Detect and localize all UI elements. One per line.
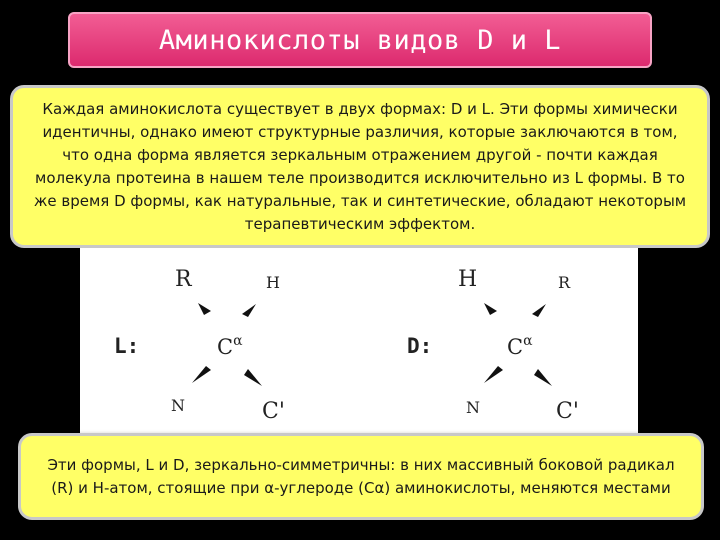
l-bond-top-right: [242, 304, 256, 317]
d-bond-bottom-right: [534, 369, 552, 386]
summary-text-box: [18, 433, 704, 520]
chirality-diagram-svg: [80, 248, 638, 438]
d-bottom-right-label: C': [556, 399, 579, 424]
l-bond-top-left: [198, 303, 211, 315]
l-bottom-right-label: C': [262, 399, 285, 424]
l-bond-bottom-right: [244, 369, 262, 386]
summary-text: Эти формы, L и D, зеркально-симметричны: в них массивный боковой радикал (R) и Н-атом, стоящие при α-углероде (Cα) аминокислоты, меняются местами: [47, 455, 675, 497]
intro-text: Каждая аминокислота существует в двух формах: D и L. Эти формы химически идентичны, однако имеют структурные различия, которые заключаются в том, что одна форма является зеркальным отражением другой - почти каждая молекула протеина в нашем теле производится исключительно из L формы. В то же время D формы, как натуральные, так и синтетические, обладают некоторым терапевтическим эффектом.: [33, 99, 687, 233]
chirality-diagram: [80, 248, 638, 438]
intro-text-box: [10, 85, 710, 248]
l-bottom-left-label: N: [171, 396, 185, 415]
d-bond-top-left: [484, 303, 497, 315]
d-top-left-label: H: [458, 267, 478, 292]
l-form-label: L:: [114, 334, 140, 358]
d-bottom-left-label: N: [466, 398, 480, 417]
d-center-label: $C^\alpha$: [507, 333, 533, 359]
l-top-right-label: H: [266, 273, 280, 292]
d-bond-top-right: [532, 304, 546, 317]
l-center-label: $C^\alpha$: [217, 333, 243, 359]
d-top-right-label: R: [558, 273, 571, 292]
d-form-label: D:: [407, 334, 433, 358]
l-bond-bottom-left: [192, 366, 211, 383]
l-top-left-label: R: [175, 267, 192, 292]
slide-title: Аминокислоты видов D и L: [68, 12, 652, 68]
d-bond-bottom-left: [484, 366, 503, 383]
